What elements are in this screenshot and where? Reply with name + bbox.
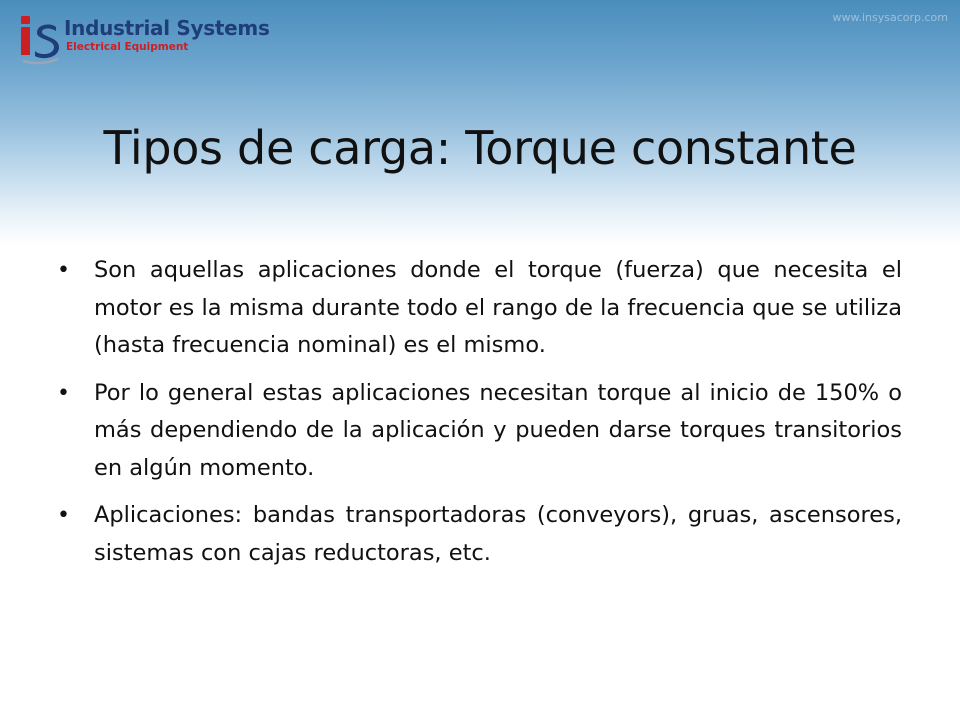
bullet-list	[57, 252, 902, 582]
slide-title: Tipos de carga: Torque constante	[103, 121, 857, 175]
company-tagline: Electrical Equipment	[66, 41, 189, 53]
website-url: www.insysacorp.com	[832, 11, 948, 24]
company-name: Industrial Systems	[64, 16, 270, 40]
bullet-icon: •	[57, 258, 70, 283]
company-logo	[16, 12, 270, 66]
bullet-icon: •	[57, 503, 70, 528]
company-logo-mark	[16, 12, 64, 66]
bullet-text: Por lo general estas aplicaciones necesitan torque al inicio de 150% o más dependiendo de la aplicación y pueden darse torques transitorios en algún momento.	[94, 379, 902, 481]
bullet-icon: •	[57, 380, 70, 406]
bullet-item	[57, 375, 902, 488]
bullet-item	[57, 497, 902, 572]
bullet-text: Son aquellas aplicaciones donde el torque (fuerza) que necesita el motor es la misma durante todo el rango de la frecuencia que se utiliza (hasta frecuencia nominal) es el mismo.	[94, 257, 902, 358]
bullet-text: Aplicaciones: bandas transportadoras (conveyors), gruas, ascensores, sistemas con cajas reductoras, etc.	[94, 502, 902, 566]
bullet-item	[57, 252, 902, 365]
